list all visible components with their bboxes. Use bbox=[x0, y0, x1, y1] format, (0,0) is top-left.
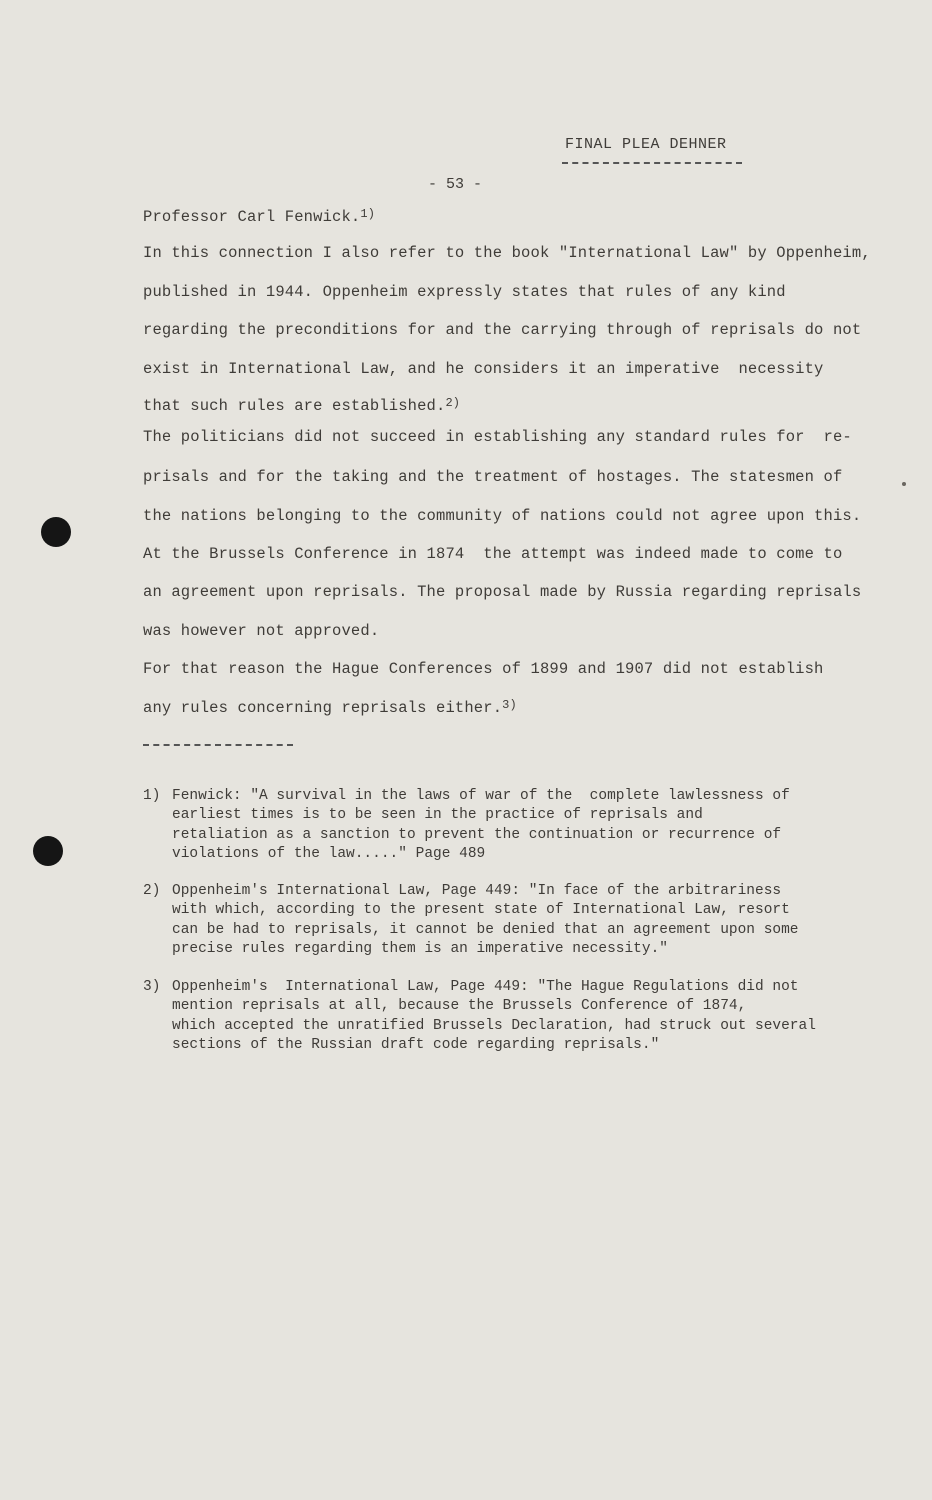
footnote-line: violations of the law....." Page 489 bbox=[172, 845, 486, 862]
body-line: For that reason the Hague Conferences of 1899 and 1907 did not establish bbox=[143, 660, 824, 678]
footnote-line: Oppenheim's International Law, Page 449: "The Hague Regulations did not bbox=[172, 979, 799, 995]
footnote-line: mention reprisals at all, because the Brussels Conference of 1874, bbox=[172, 998, 747, 1015]
footnote-ref: 1) bbox=[360, 207, 376, 221]
footnote-ref: 3) bbox=[502, 698, 517, 712]
footnote-line: with which, according to the present state of International Law, resort bbox=[172, 902, 790, 919]
body-line: In this connection I also refer to the book "International Law" by Oppenheim, bbox=[143, 244, 871, 262]
body-line: exist in International Law, and he considers it an imperative necessity bbox=[143, 360, 824, 378]
footnote-line: which accepted the unratified Brussels Declaration, had struck out several bbox=[172, 1017, 816, 1034]
body-line: was however not approved. bbox=[143, 622, 380, 640]
body-line: prisals and for the taking and the treatment of hostages. The statesmen of bbox=[143, 468, 843, 486]
body-line: The politicians did not succeed in establishing any standard rules for re- bbox=[143, 428, 852, 446]
page-number: - 53 - bbox=[428, 176, 483, 193]
footnote-ref: 2) bbox=[445, 396, 461, 410]
body-line: Professor Carl Fenwick.$^{1)}$ bbox=[143, 207, 376, 226]
document-header-title: FINAL PLEA DEHNER bbox=[565, 136, 727, 153]
body-line: the nations belonging to the community of nations could not agree upon this. bbox=[143, 507, 862, 525]
footnote-2 bbox=[143, 882, 799, 959]
footnote-number: 2) bbox=[143, 883, 161, 899]
body-line: that such rules are established.$^{2)}$ bbox=[143, 396, 461, 415]
speck bbox=[902, 482, 906, 486]
footnote-number: 1) bbox=[143, 788, 161, 804]
punch-hole bbox=[33, 836, 63, 866]
footnote-line: precise rules regarding them is an imperative necessity." bbox=[172, 940, 668, 957]
body-line: an agreement upon reprisals. The proposal made by Russia regarding reprisals bbox=[143, 583, 862, 601]
footnote-number: 3) bbox=[143, 979, 161, 995]
footnote-1 bbox=[143, 787, 790, 864]
footnote-line: Fenwick: "A survival in the laws of war of the complete lawlessness of bbox=[172, 788, 790, 804]
footnote-line: retaliation as a sanction to prevent the continuation or recurrence of bbox=[172, 826, 782, 843]
header-underline bbox=[562, 162, 742, 164]
footnote-line: sections of the Russian draft code regarding reprisals." bbox=[172, 1036, 660, 1053]
footnote-3 bbox=[143, 978, 816, 1055]
punch-hole bbox=[41, 517, 71, 547]
footnote-line: Oppenheim's International Law, Page 449: "In face of the arbitrariness bbox=[172, 883, 782, 899]
body-line: At the Brussels Conference in 1874 the attempt was indeed made to come to bbox=[143, 545, 843, 563]
body-line: published in 1944. Oppenheim expressly states that rules of any kind bbox=[143, 283, 786, 301]
body-line: any rules concerning reprisals either.$^{3)}$ bbox=[143, 698, 517, 717]
footnote-separator bbox=[143, 744, 293, 746]
footnote-line: can be had to reprisals, it cannot be denied that an agreement upon some bbox=[172, 921, 799, 938]
body-line: regarding the preconditions for and the carrying through of reprisals do not bbox=[143, 321, 862, 339]
footnote-line: earliest times is to be seen in the practice of reprisals and bbox=[172, 807, 703, 824]
